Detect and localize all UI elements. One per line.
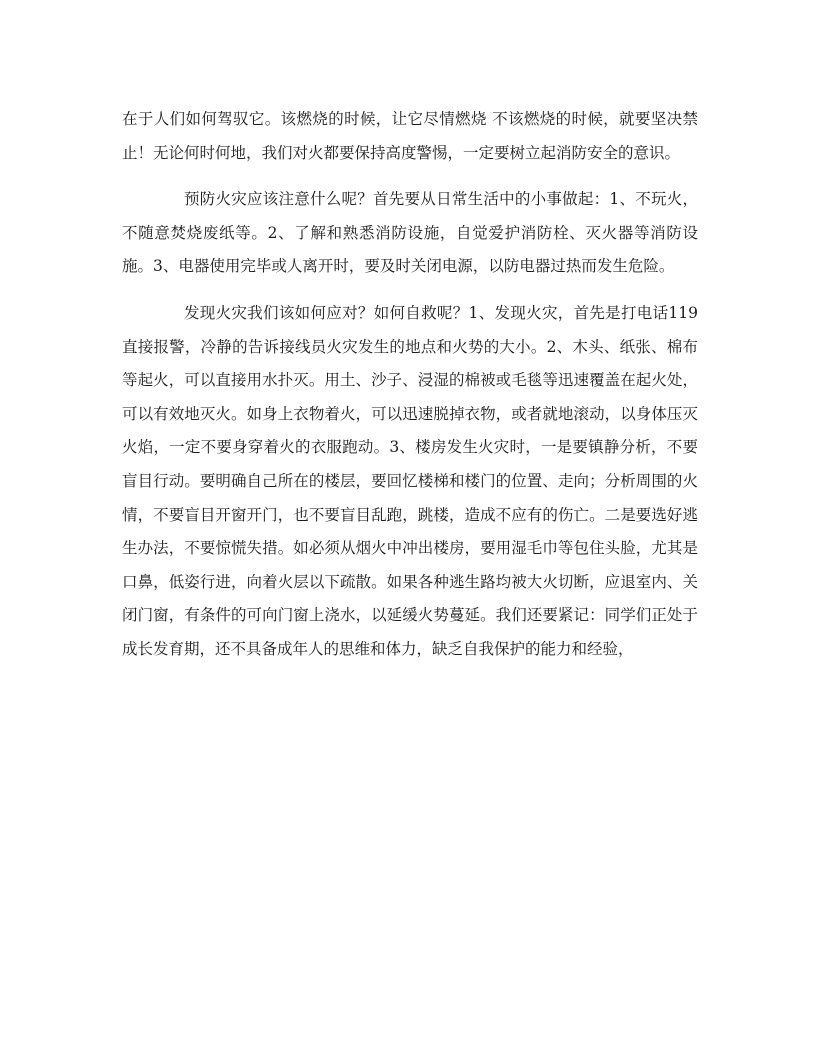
paragraph-3: 发现火灾我们该如何应对？如何自救呢？1、发现火灾，首先是打电话119直接报警，冷静的告诉接线员火灾发生的地点和火势的大小。2、木头、纸张、棉布等起火，可以直接用水扑灭。用土、沙子、浸湿的棉被或毛毯等迅速覆盖在起火处，可以有效地灭火。如身上衣物着火，可以迅速脱掉衣物，或者就地滚动，以身体压灭火焰，一定不要身穿着火的衣服跑动。3、楼房发生火灾时，一是要镇静分析，不要盲目行动。要明确自己所在的楼层，要回忆楼梯和楼门的位置、走向；分析周围的火情，不要盲目开窗开门，也不要盲目乱跑，跳楼，造成不应有的伤亡。二是要选好逃生办法，不要惊慌失措。如必须从烟火中冲出楼房，要用湿毛巾等包住头脸，尤其是口鼻，低姿行进，向着火层以下疏散。如果各种逃生路均被大火切断，应退室内、关闭门窗，有条件的可向门窗上浇水，以延缓火势蔓延。我们还要紧记：同学们正处于成长发育期，还不具备成年人的思维和体力，缺乏自我保护的能力和经验， xyxy=(122,303,698,658)
document-body xyxy=(122,103,698,667)
paragraph-1: 在于人们如何驾驭它。该燃烧的时候，让它尽情燃烧 不该燃烧的时候，就要坚决禁止！无论何时何地，我们对火都要保持高度警惕，一定要树立起消防安全的意识。 xyxy=(122,110,698,162)
paragraph-2: 预防火灾应该注意什么呢？首先要从日常生活中的小事做起：1、不玩火，不随意焚烧废纸等。2、了解和熟悉消防设施，自觉爱护消防栓、灭火器等消防设施。3、电器使用完毕或人离开时，要及时关闭电源，以防电器过热而发生危险。 xyxy=(122,190,698,276)
